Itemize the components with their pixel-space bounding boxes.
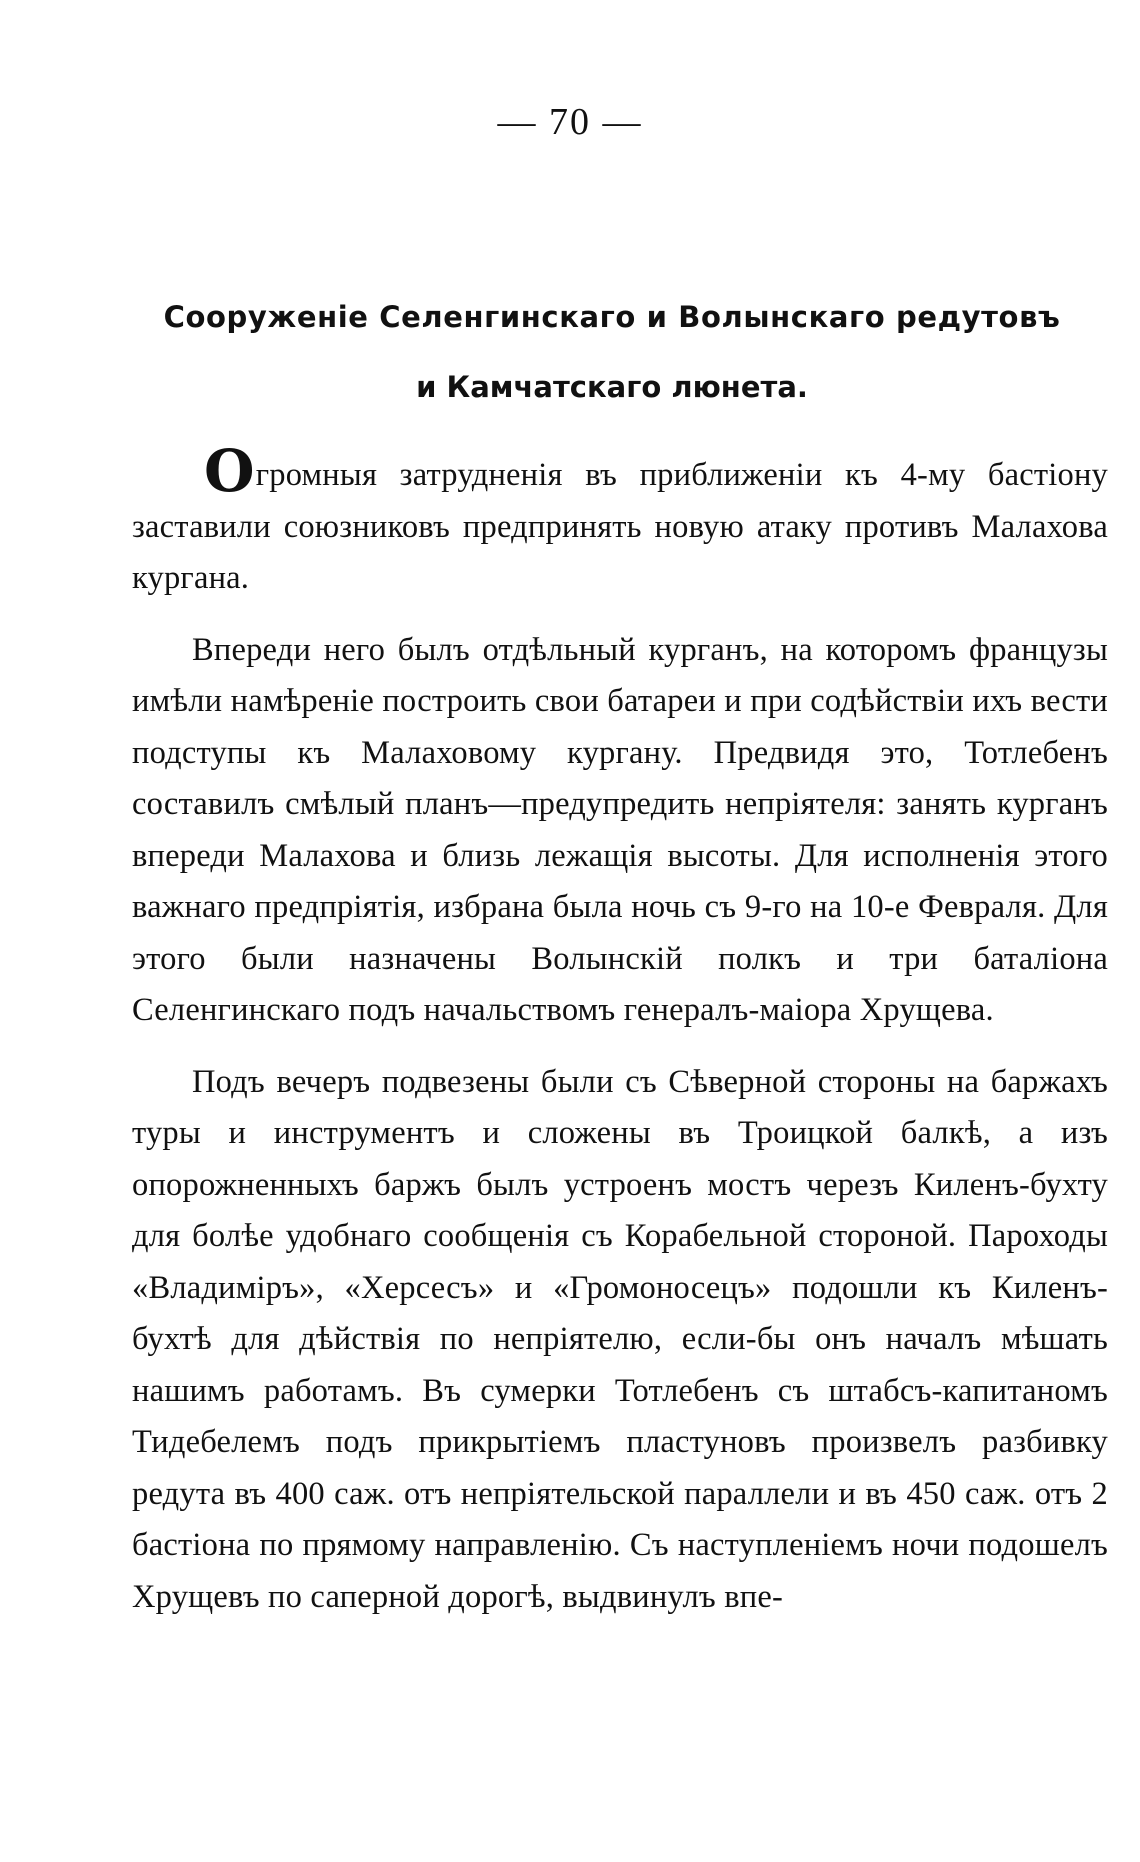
paragraph-1-text: громныя затрудненія въ приближеніи къ 4-му бастіону заставили союзниковъ предпринять новую атаку противъ Малахова кургана. <box>132 457 1108 596</box>
body-text <box>132 437 1108 1623</box>
paragraph-3: Подъ вечеръ подвезены были съ Сѣверной стороны на баржахъ туры и инструментъ и сложены въ Троицкой балкѣ, а изъ опорожненныхъ баржъ былъ устроенъ мостъ черезъ Киленъ-бухту для болѣе удобнаго сообщенія съ Корабельной стороной. Пароходы «Владиміръ», «Херсесъ» и «Громоносецъ» подошли къ Киленъ-бухтѣ для дѣйствія по непріятелю, если-бы онъ началъ мѣшать нашимъ работамъ. Въ сумерки Тотлебенъ съ штабсъ-капитаномъ Тидебелемъ подъ прикрытіемъ пластуновъ произвелъ разбивку редута въ 400 саж. отъ непріятельской параллели и въ 450 саж. отъ 2 бастіона по прямому направленію. Съ наступленіемъ ночи подошелъ Хрущевъ по саперной дорогѣ, выдвинулъ впе- <box>132 1063 1108 1615</box>
page-number: — 70 — <box>497 101 643 143</box>
paragraph-2: Впереди него былъ отдѣльный курганъ, на которомъ французы имѣли намѣреніе построить свои батареи и при содѣйствіи ихъ вести подступы къ Малаховому кургану. Предвидя это, Тотлебенъ составилъ смѣлый планъ—предупредить непріятеля: занять курганъ впереди Малахова и близь лежащія высоты. Для исполненія этого важнаго предпріятія, избрана была ночь съ 9-го на 10-е Февраля. Для этого были назначены Волынскій полкъ и три баталіона Селенгинскаго подъ начальствомъ генералъ-маіора Хрущева. <box>132 631 1108 1028</box>
section-heading-line-1: Сооруженіе Селенгинскаго и Волынскаго редутовъ <box>163 300 1061 334</box>
section-heading-line-2: и Камчатскаго люнета. <box>416 370 808 404</box>
paragraph-1 <box>132 437 1108 605</box>
drop-cap: О <box>204 437 255 505</box>
